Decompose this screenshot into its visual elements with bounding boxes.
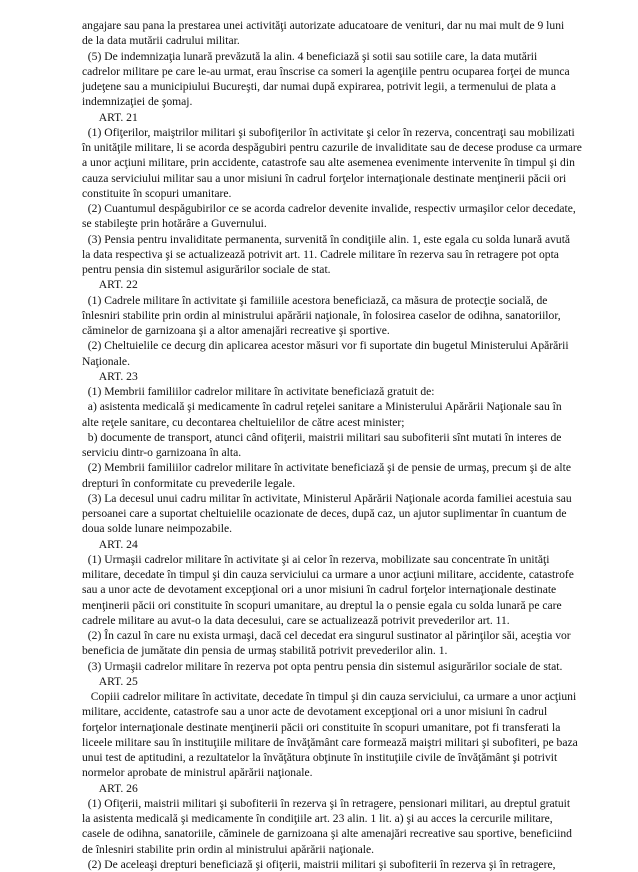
text-line: căminelor de garnizoana şi a altor amenajări recreative şi sportive. [82, 324, 390, 337]
text-line: militare, accidente, catastrofe sau a unor acte de devotament excepţional ori a unor misiuni în cadrul [82, 705, 548, 719]
text-line: drepturi în conformitate cu prevederile legale. [82, 476, 296, 490]
text-line: a unor acţiuni militare, prin accidente, catastrofe sau alte asemenea evenimente intervenite în timpul şi din [82, 156, 575, 170]
text-line: menţinerii păcii ori constituite în scopuri umanitare, au dreptul la o pensie egala cu solda lunară pe care [82, 598, 562, 612]
text-line: (2) De aceleaşi drepturi beneficiază şi ofiţerii, maistrii militari şi subofiterii în rezerva şi în retragere, [82, 857, 556, 871]
text-line: (5) De indemnizaţia lunară prevăzută la alin. 4 beneficiază şi sotii sau sotiile care, la data mutării [82, 49, 538, 63]
text-line: unui test de aptitudini, a rezultatelor la învăţătura obţinute în instituţiile civile de învăţământ şi potrivit [82, 751, 558, 764]
text-line: b) documente de transport, atunci când ofiţerii, maistrii militari sau subofiterii sînt mutati în interes de [82, 430, 562, 444]
text-line: a) asistenta medicală şi medicamente în cadrul reţelei sanitare a Ministerului Apărării Naţionale sau în [82, 400, 562, 414]
text-line: doua solde lunare neimpozabile. [82, 522, 233, 536]
text-line: liceele militare sau în instituţiile militare de învăţământ care formează maiştri militari şi subofiteri, pe baza [82, 735, 578, 749]
text-line: judeţene sau a municipiului Bucureşti, dar numai după expirarea, potrivit legii, a termenului de plata a [82, 80, 556, 93]
text-line: la data respectiva şi se actualizează potrivit art. 11. Cadrele militare în rezerva sau în retragere pot opta [82, 247, 559, 261]
article-heading: ART. 23 [82, 369, 138, 383]
text-line: de înlesniri stabilite prin ordin al ministrului apărării naţionale. [82, 842, 375, 856]
text-line: (1) Urmaşii cadrelor militare în activitate şi ai celor în rezerva, mobilizate sau concentrate în unităţi [82, 552, 550, 566]
text-line: angajare sau pana la prestarea unei activităţi autorizate aducatoare de venituri, dar nu mai mult de 9 luni [82, 19, 565, 32]
text-line: (3) Pensia pentru invaliditate permanenta, survenită în condiţiile alin. 1, este egala cu solda lunară avută [82, 232, 571, 246]
text-line: (1) Membrii familiilor cadrelor militare în activitate beneficiază gratuit de: [82, 385, 435, 398]
text-line: serviciu dintr-o garnizoana în alta. [82, 446, 242, 459]
text-line: constituite în scopuri umanitare. [82, 186, 232, 200]
text-line: indemnizaţiei de şomaj. [82, 95, 193, 109]
article-heading: ART. 22 [82, 278, 138, 292]
text-block [82, 18, 582, 872]
text-line: (3) La decesul unui cadru militar în activitate, Ministerul Apărării Naţionale acorda familiei acestuia sau [82, 491, 572, 505]
text-line: (1) Ofiţerilor, maiştrilor militari şi subofiţerilor în activitate şi celor în rezerva, concentraţi sau mobilizati [82, 125, 575, 139]
text-line: alte reţele sanitare, cu decontarea cheltuielilor de către acest minister; [82, 415, 405, 429]
text-line: normelor aprobate de ministrul apărării naţionale. [82, 766, 313, 780]
text-line: casele de odihna, sanatoriile, căminele de garnizoana şi alte amenajări recreative sau sportive, beneficiind [82, 827, 572, 841]
text-line: forţelor internaţionale destinate menţinerii păcii ori constituite în scopuri umanitare, pot fi transferati la [82, 720, 561, 734]
text-line: cauza serviciului militar sau a unor misiuni în cadrul forţelor internaţionale destinate menţinerii păcii ori [82, 171, 567, 185]
text-line: (3) Urmaşii cadrelor militare în rezerva pot opta pentru pensia din sistemul asigurărilor sociale de stat. [82, 659, 563, 673]
document-page [82, 18, 582, 872]
text-line: (2) În cazul în care nu exista urmaşi, dacă cel decedat era singurul sustinator al părinţilor săi, aceştia vor [82, 629, 571, 642]
text-line: în unităţile militare, li se acorda despăgubiri pentru cazurile de invaliditate sau de decese produse ca urmare [82, 141, 582, 154]
text-line: cadrele militare au avut-o la data decesului, care se actualizează potrivit prevederilor art. 11. [82, 613, 510, 627]
text-line: pentru pensia din sistemul asigurărilor sociale de stat. [82, 263, 331, 276]
text-line: beneficia de jumătate din pensia de urmaş stabilită potrivit prevederilor alin. 1. [82, 644, 448, 658]
article-heading: ART. 24 [82, 537, 138, 551]
text-line: de la data mutării cadrului militar. [82, 34, 240, 48]
text-line: sau a unor acte de devotament excepţional ori a unor misiuni în cadrul forţelor internaţionale destinate [82, 583, 557, 597]
text-line: (2) Membrii familiilor cadrelor militare în activitate beneficiază şi de pensie de urmaş, precum şi de alte [82, 461, 571, 475]
text-line: (2) Cheltuielile ce decurg din aplicarea acestor măsuri vor fi suportate din bugetul Ministerului Apărării [82, 339, 569, 353]
article-heading: ART. 26 [82, 781, 138, 795]
text-line: (1) Ofiţerii, maistrii militari şi subofiterii în rezerva şi în retragere, pensionari militari, au dreptul gratuit [82, 796, 571, 810]
article-heading: ART. 21 [82, 110, 138, 124]
text-line: Copiii cadrelor militare în activitate, decedate în timpul şi din cauza serviciului, ca urmare a unor acţiuni [82, 690, 577, 703]
text-line: se stabileşte prin hotărâre a Guvernului. [82, 217, 267, 231]
text-line: Naţionale. [82, 354, 130, 368]
text-line: (1) Cadrele militare în activitate şi familiile acestora beneficiază, ca măsura de protecţie socială, de [82, 293, 548, 307]
text-line: la asistenta medicală şi medicamente în condiţiile art. 23 alin. 1 lit. a) şi au acces la cercurile militare, [82, 812, 553, 825]
text-line: militare, decedate în timpul şi din cauza serviciului ca urmare a unor acţiuni militare, accidente, catastrofe [82, 568, 574, 581]
text-line: (2) Cuantumul despăgubirilor ce se acorda cadrelor devenite invalide, respectiv urmaşilor celor decedate, [82, 202, 576, 215]
text-line: persoanei care a suportat cheltuielile ocazionate de deces, după caz, un ajutor suplimentar în cuantum de [82, 507, 567, 520]
article-heading: ART. 25 [82, 674, 138, 688]
text-line: înlesniri stabilite prin ordin al ministrului apărării naţionale, în folosirea caselor de odihna, sanatoriilor, [82, 308, 561, 322]
text-line: cadrelor militare pe care le-au urmat, erau înscrise ca someri la agenţiile pentru ocuparea forţei de munca [82, 64, 570, 78]
